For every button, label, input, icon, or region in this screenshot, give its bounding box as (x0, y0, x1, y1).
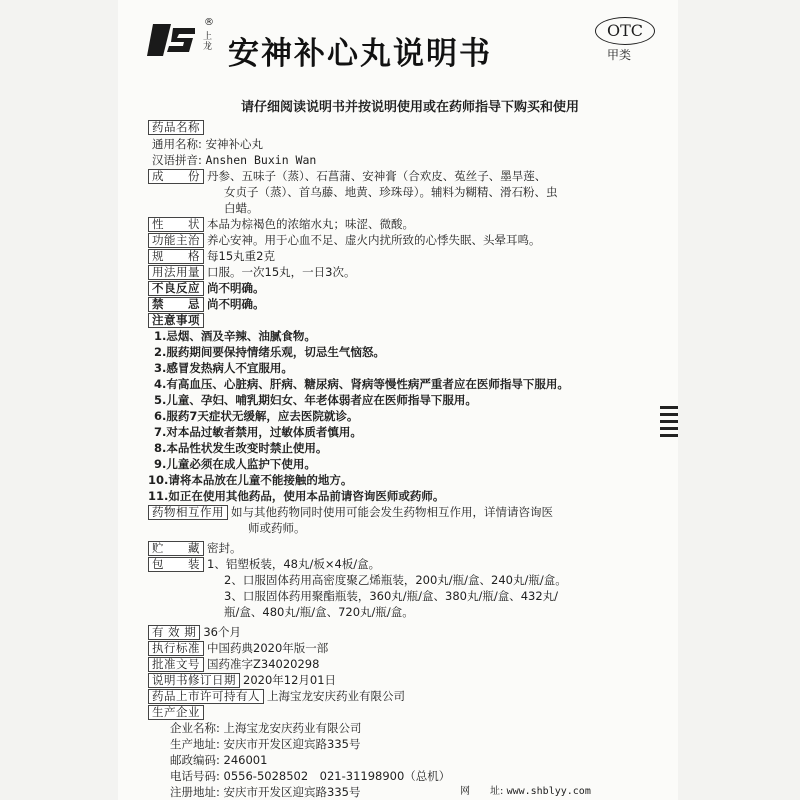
ingredients-line: 白蜡。 (224, 201, 259, 215)
indications-label: 功能主治 (148, 233, 204, 248)
website-value: www.shblyy.com (506, 786, 591, 797)
pinyin-row (152, 153, 316, 168)
production-address-row (170, 737, 360, 752)
revision-label: 说明书修订日期 (148, 673, 240, 688)
phone-row (170, 769, 450, 784)
validity-value: 36个月 (203, 625, 241, 639)
revision-row (148, 673, 336, 688)
standard-row (148, 641, 328, 656)
approval-value: 国药准字Z34020298 (207, 657, 320, 671)
precaution-item: 11.如正在使用其他药品，使用本品前请咨询医师或药师。 (148, 489, 445, 503)
precaution-item: 7.对本品过敏者禁用，过敏体质者慎用。 (154, 425, 362, 439)
specification-value: 每15丸重2克 (207, 249, 275, 263)
package-line: 1、铝塑板装，48丸/板×4板/盒。 (207, 557, 381, 571)
ingredients-label: 成 份 (148, 169, 204, 184)
company-name-value: 上海宝龙安庆药业有限公司 (223, 721, 362, 735)
precautions-heading (148, 313, 207, 328)
ingredients-line: 丹参、五味子（蒸）、石菖蒲、安神膏（合欢皮、菟丝子、墨旱莲、 (207, 169, 547, 183)
contraindications-label: 禁 忌 (148, 297, 204, 312)
storage-value: 密封。 (207, 541, 242, 555)
drug-name-label: 药品名称 (148, 120, 204, 135)
common-name-label: 通用名称: (152, 137, 202, 151)
leaflet-body (148, 0, 658, 800)
precaution-item: 1.忌烟、酒及辛辣、油腻食物。 (154, 329, 316, 343)
indications-row (148, 233, 541, 248)
precaution-item: 2.服药期间要保持情绪乐观，切忌生气恼怒。 (154, 345, 385, 359)
storage-row (148, 541, 242, 556)
package-row (148, 557, 380, 572)
precautions-label: 注意事项 (148, 313, 204, 328)
package-label: 包 装 (148, 557, 204, 572)
indications-value: 养心安神。用于心血不足、虚火内扰所致的心悸失眠、头晕耳鸣。 (207, 233, 541, 247)
contraindications-row (148, 297, 265, 312)
precaution-item: 10.请将本品放在儿童不能接触的地方。 (148, 473, 353, 487)
interactions-label: 药物相互作用 (148, 505, 228, 520)
approval-row (148, 657, 319, 672)
otc-badge: OTC (595, 17, 655, 45)
manufacturer-heading (148, 705, 207, 720)
interactions-row (148, 505, 553, 520)
manufacturer-label: 生产企业 (148, 705, 204, 720)
adverse-row (148, 281, 265, 296)
specification-label: 规 格 (148, 249, 204, 264)
properties-row (148, 217, 414, 232)
holder-row (148, 689, 405, 704)
standard-value: 中国药典2020年版一部 (207, 641, 329, 655)
validity-row (148, 625, 241, 640)
holder-value: 上海宝龙安庆药业有限公司 (267, 689, 405, 703)
precaution-item: 5.儿童、孕妇、哺乳期妇女、年老体弱者应在医师指导下服用。 (154, 393, 477, 407)
revision-value: 2020年12月01日 (243, 673, 337, 687)
properties-value: 本品为棕褐色的浓缩水丸；味涩、微酸。 (207, 217, 414, 231)
company-name-label: 企业名称: (170, 721, 220, 735)
precaution-item: 6.服药7天症状无缓解，应去医院就诊。 (154, 409, 359, 423)
usage-value: 口服。一次15丸，一日3次。 (207, 265, 356, 279)
phone-value: 0556-5028502 021-31198900（总机） (223, 769, 451, 783)
common-name-value: 安神补心丸 (205, 137, 264, 151)
registered-mark: ® (204, 17, 214, 28)
adverse-label: 不良反应 (148, 281, 204, 296)
website-row (460, 784, 591, 799)
adverse-value: 尚不明确。 (207, 281, 265, 295)
production-address-label: 生产地址: (170, 737, 220, 751)
production-address-value: 安庆市开发区迎宾路335号 (223, 737, 361, 751)
pinyin-value: Anshen Buxin Wan (205, 153, 317, 167)
pinyin-label: 汉语拼音: (152, 153, 202, 167)
drug-name-row (148, 120, 207, 135)
common-name-row (152, 137, 263, 152)
properties-label: 性 状 (148, 217, 204, 232)
phone-label: 电话号码: (170, 769, 220, 783)
postal-code-label: 邮政编码: (170, 753, 220, 767)
registered-address-label: 注册地址: (170, 785, 220, 799)
registered-address-row (170, 785, 360, 800)
usage-row (148, 265, 355, 280)
logo-text: 上龙 (203, 32, 213, 52)
company-name-row (170, 721, 362, 736)
package-line: 2、口服固体药用高密度聚乙烯瓶装，200丸/瓶/盒、240丸/瓶/盒。 (224, 573, 567, 587)
interactions-line: 师或药师。 (248, 521, 306, 535)
interactions-line: 如与其他药物同时使用可能会发生药物相互作用，详情请咨询医 (231, 505, 553, 519)
package-line: 瓶/盒、480丸/瓶/盒、720丸/瓶/盒。 (224, 605, 414, 619)
ingredients-line: 女贞子（蒸）、首乌藤、地黄、珍珠母）。辅料为糊精、滑石粉、虫 (224, 185, 558, 199)
postal-code-value: 246001 (223, 753, 268, 767)
ingredients-row (148, 169, 546, 184)
otc-class-label: 甲类 (607, 48, 632, 62)
specification-row (148, 249, 275, 264)
standard-label: 执行标准 (148, 641, 204, 656)
contraindications-value: 尚不明确。 (207, 297, 265, 311)
usage-warning: 请仔细阅读说明书并按说明使用或在药师指导下购买和使用 (240, 100, 579, 115)
precaution-item: 3.感冒发热病人不宜服用。 (154, 361, 293, 375)
document-title: 安神补心丸说明书 (228, 36, 492, 72)
precaution-item: 9.儿童必须在成人监护下使用。 (154, 457, 316, 471)
validity-label: 有 效 期 (148, 625, 200, 640)
approval-label: 批准文号 (148, 657, 204, 672)
website-label: 网 址: (460, 786, 504, 797)
package-line: 3、口服固体药用聚酯瓶装，360丸/瓶/盒、380丸/瓶/盒、432丸/ (224, 589, 559, 603)
usage-label: 用法用量 (148, 265, 204, 280)
registered-address-value: 安庆市开发区迎宾路335号 (223, 785, 361, 799)
holder-label: 药品上市许可持有人 (148, 689, 264, 704)
precaution-item: 4.有高血压、心脏病、肝病、糖尿病、肾病等慢性病严重者应在医师指导下服用。 (154, 377, 569, 391)
storage-label: 贮 藏 (148, 541, 204, 556)
postal-code-row (170, 753, 267, 768)
page-edge-marker (660, 406, 678, 441)
precaution-item: 8.本品性状发生改变时禁止使用。 (154, 441, 328, 455)
